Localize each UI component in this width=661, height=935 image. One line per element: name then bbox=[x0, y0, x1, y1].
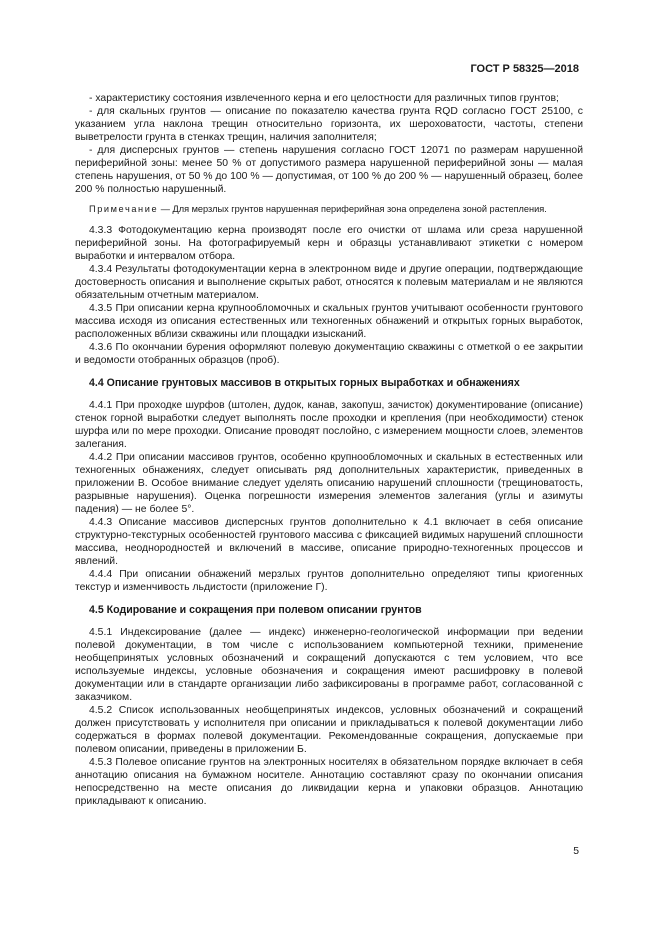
list-item: - для скальных грунтов — описание по показателю качества грунта RQD согласно ГОСТ 25100, с указанием угла наклона трещин относительно горизонта, их шероховатости, частоты, степени выветрелости грунта в стенках трещин, наличия заполнителя; bbox=[75, 106, 583, 143]
paragraph: 4.3.4 Результаты фотодокументации керна в электронном виде и другие операции, подтверждающие достоверность описания и выполнение скрытых работ, относятся к полевым материалам и не являются обязательным отчетным материалом. bbox=[75, 264, 583, 301]
list-item: - характеристику состояния извлеченного керна и его целостности для различных типов грунтов; bbox=[89, 93, 559, 104]
paragraph: 4.3.6 По окончании бурения оформляют полевую документацию скважины с отметкой о ее закрытии и ведомости отобранных образцов (проб). bbox=[75, 342, 583, 366]
note bbox=[75, 203, 583, 216]
paragraph: 4.5.3 Полевое описание грунтов на электронных носителях в обязательном порядке включает в себя аннотацию описания на бумажном носителе. Аннотацию составляют сразу по окончании описания непосредственно на месте описания до ликвидации керна и упаковки образцов. Аннотацию прикладывают к описанию. bbox=[75, 757, 583, 807]
page-number: 5 bbox=[573, 846, 579, 857]
paragraph: 4.4.3 Описание массивов дисперсных грунтов дополнительно к 4.1 включает в себя описание структурно-текстурных особенностей грунтового массива с фиксацией видимых нарушений сплошности массива, неоднородностей и включений в массиве, описание природно-техногенных процессов и явлений. bbox=[75, 517, 583, 567]
paragraph: 4.5.2 Список использованных необщепринятых индексов, условных обозначений и сокращений должен присутствовать у исполнителя при описании и прикладываться к полевой документации либо содержаться в формах полевой документации. Рекомендованные сокращения, допускаемые при полевом описании, приведены в приложении Б. bbox=[75, 705, 583, 755]
paragraph: 4.4.1 При проходке шурфов (штолен, дудок, канав, закопуш, зачисток) документирование (описание) стенок горной выработки следует выполнять после проходки и крепления (при необходимости) стенок шурфа или по мере проходки. Описание проводят послойно, с измерением мощности слоев, элементов залегания. bbox=[75, 400, 583, 450]
paragraph: 4.4.4 При описании обнажений мерзлых грунтов дополнительно определяют типы криогенных текстур и изменчивость льдистости (приложение Г). bbox=[75, 569, 583, 593]
paragraph: 4.4.2 При описании массивов грунтов, особенно крупнообломочных и скальных в естественных или техногенных обнажениях, следует описывать ряд дополнительных характеристик, приведенных в приложении В. Особое внимание следует уделять описанию нарушений сплошности (трещиноватость, разрывные нарушения). Оценка погрешности измерения элементов залегания (углы и азимуты падения) — не более 5°. bbox=[75, 452, 583, 515]
paragraph: 4.3.5 При описании керна крупнообломочных и скальных грунтов учитывают особенности грунтового массива исходя из описания естественных или техногенных обнажений и открытых горных выработок, расположенных вблизи скважины или площадки изысканий. bbox=[75, 303, 583, 340]
list-item: - для дисперсных грунтов — степень нарушения согласно ГОСТ 12071 по размерам нарушенной периферийной зоны: менее 50 % от допустимого размера нарушенной периферийной зоны — малая степень нарушения, от 50 % до 100 % — допустимая, от 100 % до 200 % — нарушенный образец, более 200 % полностью нарушенный. bbox=[75, 145, 583, 195]
note-label: Примечание bbox=[89, 204, 159, 214]
paragraph: 4.5.1 Индексирование (далее — индекс) инженерно-геологической информации при ведении полевой документации, в том числе с использованием компьютерной техники, применение необщепринятых условных обозначений и сокращений допускаются с тем условием, что все используемые индексы, условные обозначения и сокращения имеют расшифровку в полевой документации или в стандарте организации либо зафиксированы в программе работ, согласованной с заказчиком. bbox=[75, 627, 583, 703]
standard-header: ГОСТ Р 58325—2018 bbox=[470, 63, 579, 75]
page-body bbox=[75, 92, 583, 808]
section-heading: 4.5 Кодирование и сокращения при полевом описании грунтов bbox=[89, 604, 422, 616]
section-heading: 4.4 Описание грунтовых массивов в открытых горных выработках и обнажениях bbox=[89, 377, 520, 389]
paragraph: 4.3.3 Фотодокументацию керна производят после его очистки от шлама или среза нарушенной периферийной зоны. На фотографируемый керн и образцы устанавливают этикетки с номером выработки и интервалом отбора. bbox=[75, 225, 583, 262]
note-text: — Для мерзлых грунтов нарушенная периферийная зона определена зоной растепления. bbox=[158, 204, 547, 214]
